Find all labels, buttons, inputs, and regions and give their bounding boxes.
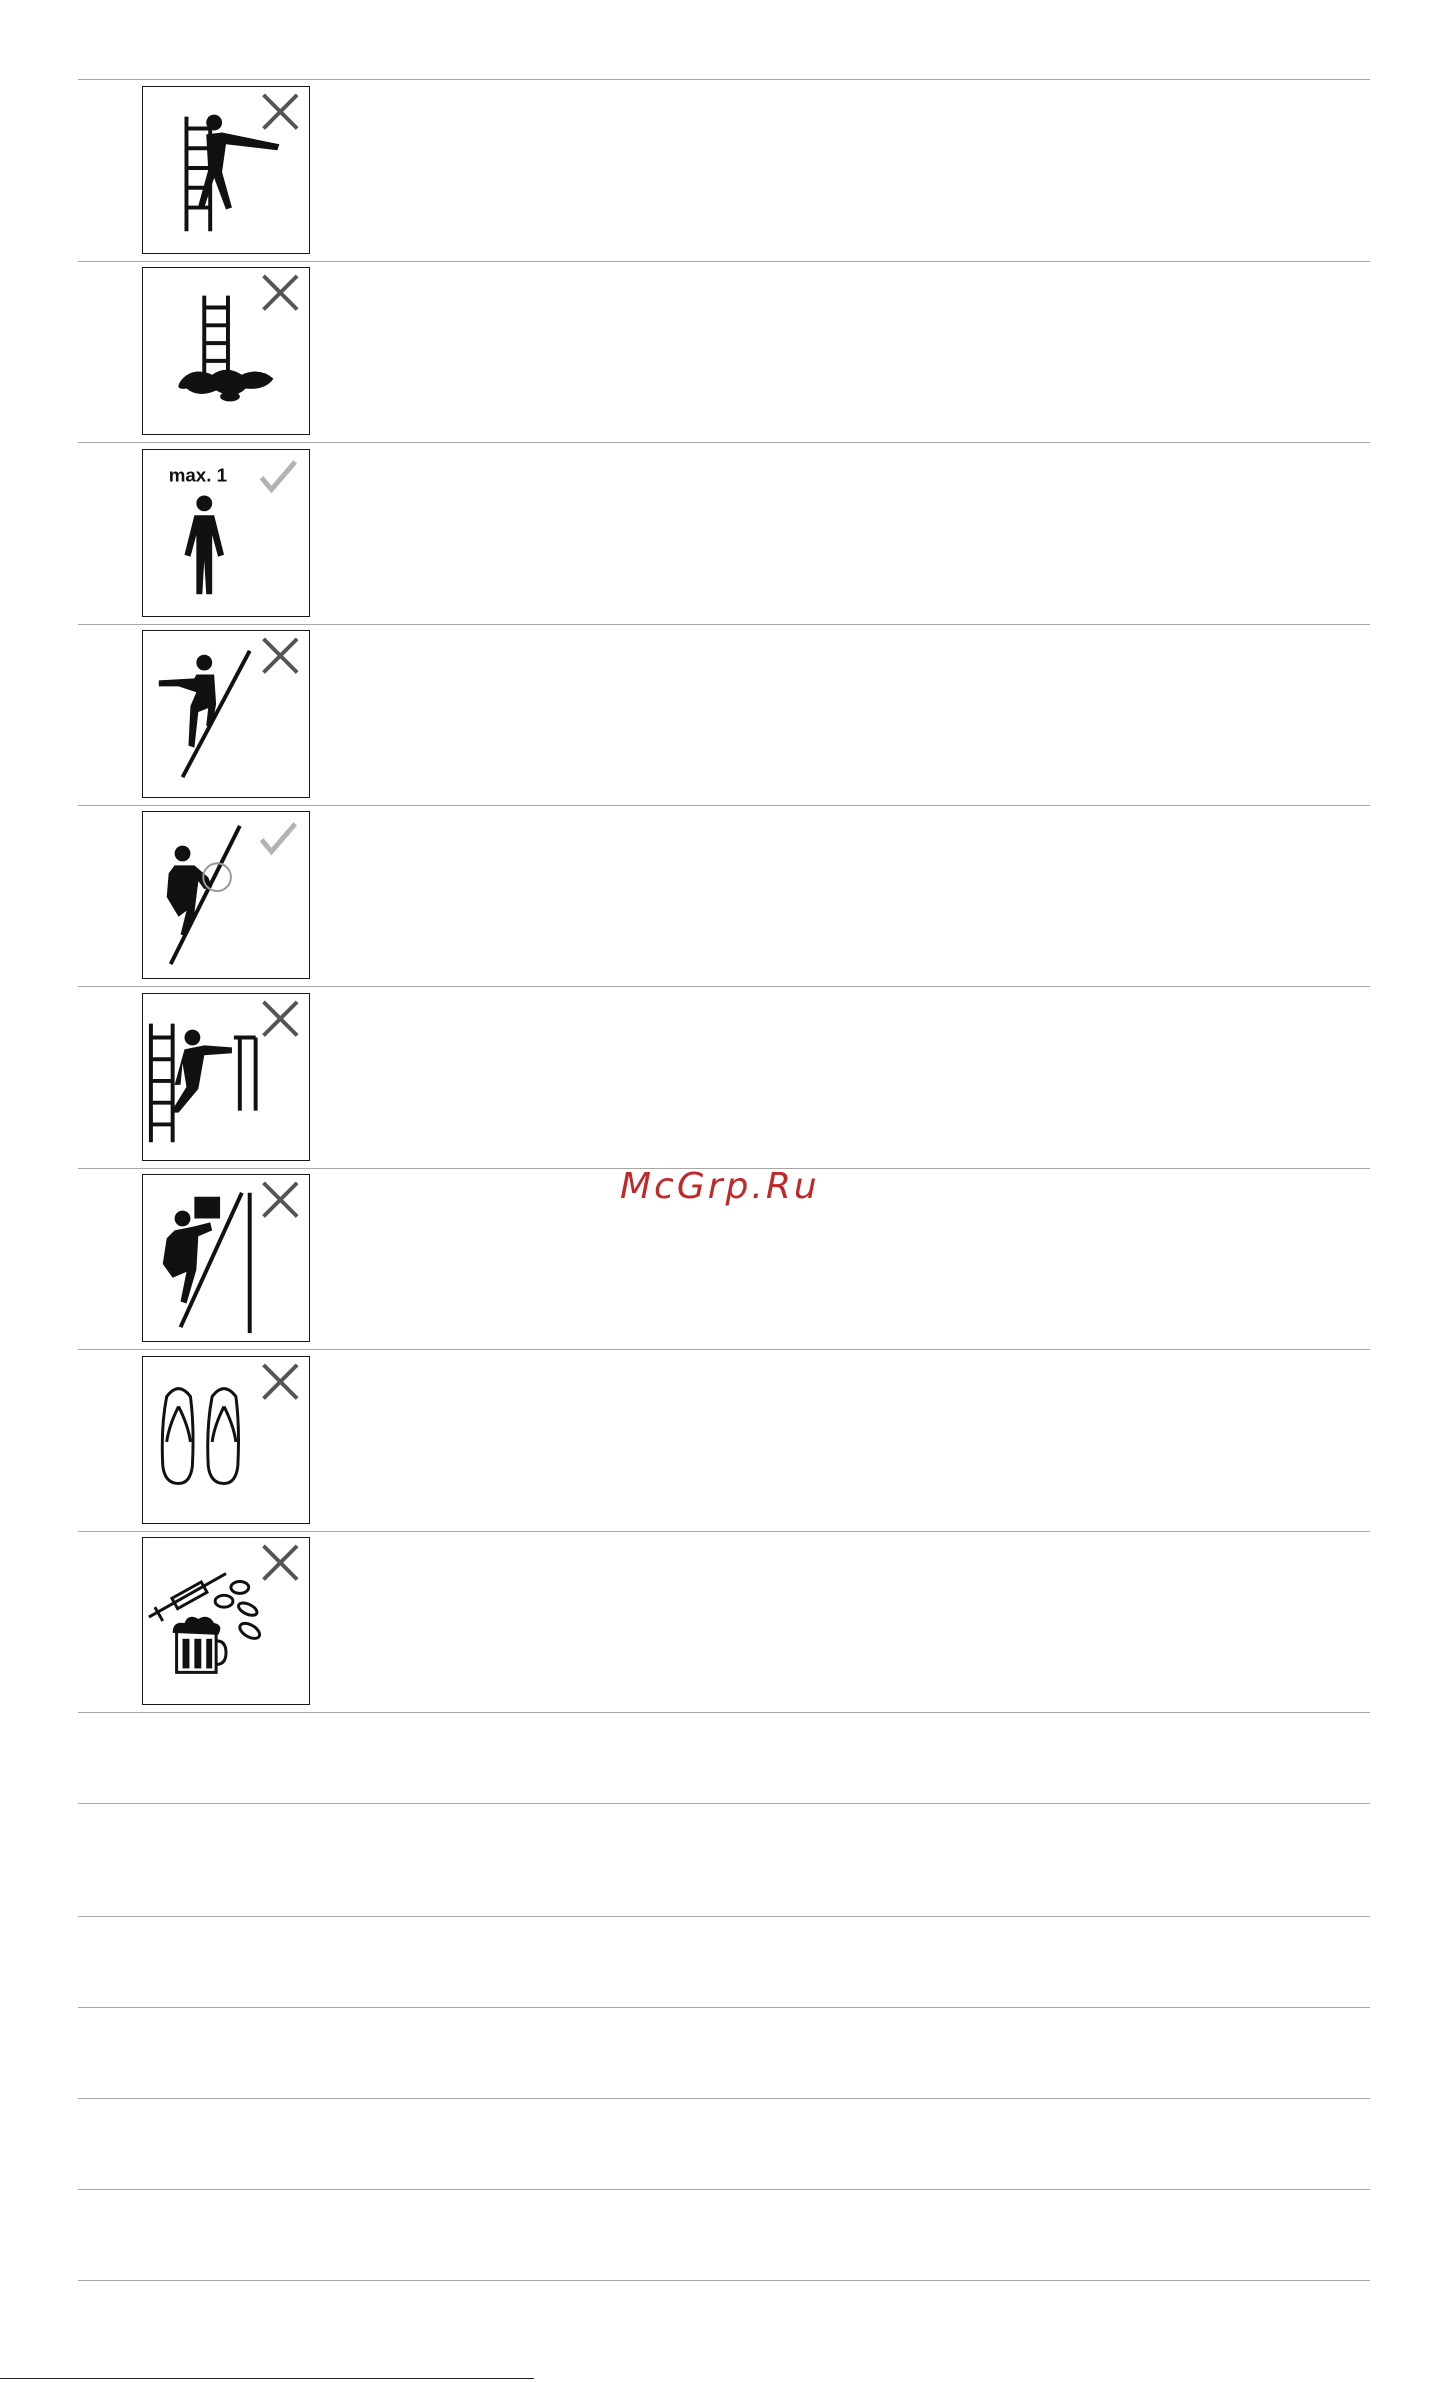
check-icon [262,462,296,490]
single-person-on-ladder-icon [142,449,310,617]
watermark: McGrp.Ru [620,1166,820,1207]
ladder-on-unstable-ground-icon [142,267,310,435]
table-rule [78,1803,1370,1804]
flip-flops-icon [142,1356,310,1524]
cross-icon [264,1365,298,1399]
person-overreaching-ladder-icon [142,86,310,254]
table-rule [78,2280,1370,2281]
table-rule [78,261,1370,262]
table-rule [78,2189,1370,2190]
table-rule [78,1531,1370,1532]
person-climbing-without-holding-icon [142,630,310,798]
ladder-stepping-onto-wall-icon [142,993,310,1161]
cross-icon [264,95,298,129]
cross-icon [264,1002,298,1036]
drugs-alcohol-icon [142,1537,310,1705]
table-rule [78,624,1370,625]
table-rule [78,986,1370,987]
table-rule [78,1916,1370,1917]
table-rule [78,1712,1370,1713]
table-rule [78,2007,1370,2008]
cross-icon [264,1183,298,1217]
max-person-label: max. 1 [168,464,228,486]
table-rule [78,805,1370,806]
table-rule [78,79,1370,80]
table-rule [78,2098,1370,2099]
cross-icon [264,1546,298,1580]
cross-icon [264,276,298,310]
person-climbing-holding-rail-icon [142,811,310,979]
cross-icon [264,639,298,673]
check-icon [262,824,296,852]
carrying-load-on-ladder-icon [142,1174,310,1342]
footer-rule [0,2378,534,2379]
table-rule [78,442,1370,443]
table-rule [78,1349,1370,1350]
